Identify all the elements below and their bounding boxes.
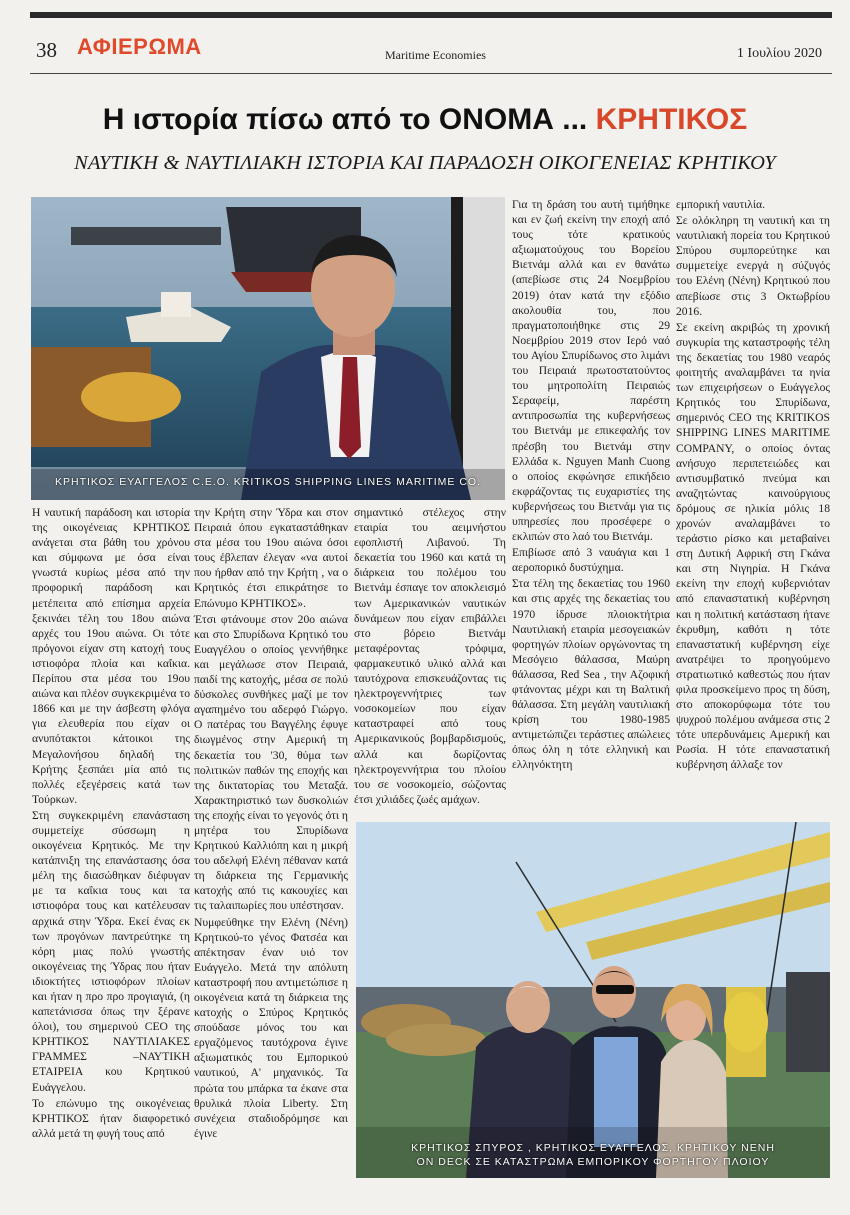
family-deck-photo bbox=[356, 822, 830, 1178]
headline-accent: ΚΡΗΤΙΚΟΣ bbox=[595, 103, 748, 136]
paragraph: Έτσι φτάνουμε στον 20ο αιώνα και στο Σπυρίδωνα Κρητικό του Ευαγγέλου ο οποίος γεννήθηκε και μεγάλωσε στον Πειραιά, παιδί της κατοχής, μέσα σε πολύ δύσκολες συνθήκες μαζί με τον αγαπημένο του αδερφό Γιώργο. Ο πατέρας του Βαγγέλης έφυγε διωγμένος στην Αμερική τη δεκαετία του '30, θύμα των πολιτικών παθών της εποχής και της δικτατορίας του Μεταξά. Χαρακτηριστικό των δυσκολιών της εποχής είναι το γεγονός ότι η μητέρα του Σπυρίδωνα Κρητικού Καλλιόπη και η μικρή του αδελφή Ελένη πέθαναν κατά τη διάρκεια της Γερμανικής κατοχής από τις κακουχίες και τις ταλαιπωρίες που υπέστησαν. bbox=[194, 612, 348, 913]
photo2-caption-line1: ΚΡΗΤΙΚΟΣ ΣΠΥΡΟΣ , ΚΡΗΤΙΚΟΣ ΕΥΑΓΓΕΛΟΣ, ΚΡΗΤΙΚΟΥ ΝΕΝΗ bbox=[411, 1142, 775, 1154]
page-header bbox=[30, 22, 832, 74]
paragraph: Στα τέλη της δεκαετίας του 1960 και στις αρχές της δεκαετίας του 1970 ίδρυσε πλοιοκτήτρια Ναυτιλιακή εταιρία μεσογειακών φορτηγών πλοίων οργώνοντας τη Μεσόγειο θάλασσα, Μαύρη θάλασσα, Red Sea , την Αζοφική φτάνοντας μέχρι και τη Βαλτική θάλασσα. Στη μεγάλη ναυτιλιακή κρίση του 1980-1985 αντιμετώπιζει τεράστιες απώλειες όπως όλη η τότε ελληνική και ελληνόκτητη bbox=[512, 577, 670, 772]
photo1-caption: ΚΡΗΤΙΚΟΣ ΕΥΑΓΓΕΛΟΣ C.E.O. KRITIKOS SHIPPING LINES MARITIME CO. bbox=[55, 476, 481, 488]
photo2-caption-line2: ON DECK ΣΕ ΚΑΤΑΣΤΡΩΜΑ ΕΜΠΟΡΙΚΟΥ ΦΟΡΤΗΓΟΥ ΠΛΟΙΟΥ bbox=[416, 1156, 770, 1168]
paragraph: Νυμφεύθηκε την Ελένη (Νένη) Κρητικού-το γένος Φατσέα και απέκτησαν έναν υιό τον Ευάγγελο. Μετά την απόλυτη καταστροφή που αντιμετώπισε η οικογένεια κατά τη διάρκεια της κατοχής ο Σπύρος Κρητικός σπούδασε μόνος του και εργαζόμενος ταυτόχρονα έγινε αξιωματικός του Εμπορικού ναυτικού, Α' μηχανικός. Τα πρώτα του μπάρκα τα έκανε στα θρυλικά πλοία Liberty. Στη συνέχεια σταδιοδρόμησε και έγινε bbox=[194, 915, 348, 1140]
paragraph: Επιβίωσε από 3 ναυάγια και 1 αεροπορικό δυστύχημα. bbox=[512, 546, 670, 575]
article-column-2 bbox=[194, 505, 348, 1142]
paragraph: την Κρήτη στην Ύδρα και στον Πειραιά όπου εγκαταστάθηκαν στα μέσα του 19ου αιώνα όσοι τους έβλεπαν έλεγαν «να αυτοί που ήρθαν από την Κρήτη , να ο Κρητικός έτσι επικράτησε το Επώνυμο ΚΡΗΤΙΚΟΣ». bbox=[194, 506, 348, 610]
publication-name: Maritime Economies bbox=[385, 48, 486, 62]
paragraph: Η ναυτική παράδοση και ιστορία της οικογένειας ΚΡΗΤΙΚΟΣ ανάγεται στα βάθη του χρόνου και σύμφωνα με όσα είναι γνωστά κυρίως μέσα από την προφορική παράδοση και μετέπειτα από επίσημα αρχεία ξεκινάει τέλη του 18ου αιώνα αρχές του 19ου αιώνα. Οι τότε πρόγονοι είχαν στη κατοχή τους ιστιοφόρα πλοία και καΐκια. Περίπου στα μέσα του 19ου αιώνα και πλέον συγκεκριμένα το 1866 και με την άσβεστη φλόγα για ελευθερία που είχαν οι ανυπότακτοι κάτοικοι της Μεγαλονήσου δηλαδή της Κρήτης ξεσπάει μία από τις πολλές εξεγέρσεις κατά των Τούρκων. bbox=[32, 506, 190, 806]
article-column-3 bbox=[354, 505, 506, 808]
paragraph: Για τη δράση του αυτή τιμήθηκε και εν ζωή εκείνη την εποχή από τους τότε κρατικούς αξιωματούχους του Βορείου Βιετνάμ αλλά και εν θανάτω (απεβίωσε στις 24 Νοεμβρίου 2019) όταν κατά την εξόδιο ακολουθία του, που πραγματοποιήθηκε στις 29 Νοεμβρίου 2019 στον Ιερό ναό του Αγίου Σπυρίδωνος στο λιμάνι του Πειραιά πρωτοστατούντος του μητροπολίτη Πειραιώς Σεραφείμ, παρέστη αντιπροσωπία της κυβερνήσεως του Βιετνάμ με επικεφαλής τον πρέσβη του Βιετνάμ στην Ελλάδα κ. Nguyen Manh Cuong ο οποίος εκφώνησε επικήδειο εκφράζοντας τις ευχαριστίες της κυβερνήσεως του Βιετνάμ για τις υπηρεσίες που προσέφερε ο εκλιπών στο λαό του Βιετνάμ. bbox=[512, 198, 670, 544]
paragraph: σημαντικό στέλεχος στην εταιρία του αειμνήστου εφοπλιστή Λιβανού. Τη δεκαετία του 1960 και κατά τη διάρκεια του πολέμου του Βιετνάμ έσπαγε τον αποκλεισμό των Αμερικανικών ναυτικών δυνάμεων που είχαν επιβάλλει στο βόρειο Βιετνάμ μεταφέροντας τρόφιμα, φαρμακευτικό υλικό αλλά και ταυτόχρονα επισκευάζοντας τις ηλεκτρογεννήτριες των νοσοκομείων που είχαν καταστραφεί από τους Αμερικανικούς βομβαρδισμούς, αλλά και δωρίζοντας ηλεκτρογεννήτρια του πλοίου του σε νοσοκομείο, σώζοντας έτσι χιλιάδες ζωές αμάχων. bbox=[354, 506, 506, 806]
headline-main: Η ιστορία πίσω από το ΟΝΟΜΑ ... bbox=[102, 103, 588, 136]
top-rule bbox=[30, 12, 832, 18]
paragraph: Σε ολόκληρη τη ναυτική και τη ναυτιλιακή πορεία του Κρητικού Σπύρου συμπορεύτηκε και συμμετείχε ενεργά η σύζυγός του Ελένη (Νένη) Κρητικού που απεβίωσε στις 3 Οκτωβρίου 2016. bbox=[676, 214, 830, 318]
paragraph: εμπορική ναυτιλία. bbox=[676, 198, 765, 211]
page-number: 38 bbox=[36, 38, 57, 62]
ceo-portrait-illustration bbox=[31, 197, 505, 500]
deck-scene-illustration bbox=[356, 822, 830, 1178]
paragraph: Σε εκείνη ακριβώς τη χρονική συγκυρία της καταστροφής τέλη της δεκαετίας του 1980 νεαρός φοιτητής αναλαμβάνει τα ηνία των επιχειρήσεων ο Ευάγγελος Κρητικός του Σπυρίδωνα, σημερινός CEO της KRITIKOS SHIPPING LINES MARITIME COMPANY, ο οποίος όντας ανήσυχο περιπετειώδες και αντισυμβατικό πνεύμα και αναζητώντας καινούργιους δρόμους σε ηλικία μόλις 18 χρονών αναλαμβάνει το τεράστιο ρίσκο και μεταβαίνει στη Δυτική Αφρική στη Γκάνα και στη Νιγηρία. Η Γκάνα εκείνη την εποχή κυβερνιόταν από επαναστατική κυβέρνηση και η πολιτική κατάσταση ήτανε έκρυθμη, καθότι η τότε επαναστατική κυβέρνηση είχε ανατρέψει το προηγούμενο στρατιωτικό καθεστώς που ήταν φιλα προσκείμενο προς τη δύση, στο αποκορύφωμα τότε του ψυχρού πολέμου ανάμεσα στις 2 τότε υπερδυνάμεις Αμερική και Ρωσία. Η τότε επαναστατική κυβέρνηση άλλαξε τον bbox=[676, 320, 830, 772]
paragraph: Το επώνυμο της οικογένειας ΚΡΗΤΙΚΟΣ ήταν διαφορετικό αλλά μετά τη φυγή τους από bbox=[32, 1096, 190, 1140]
article-column-1 bbox=[32, 505, 190, 1142]
subheadline: ΝΑΥΤΙΚΗ & ΝΑΥΤΙΛΙΑΚΗ ΙΣΤΟΡΙΑ ΚΑΙ ΠΑΡΑΔΟΣΗ ΟΙΚΟΓΕΝΕΙΑΣ ΚΡΗΤΙΚΟΥ bbox=[74, 152, 776, 174]
article-column-5 bbox=[676, 197, 830, 774]
ceo-portrait-photo bbox=[31, 197, 505, 500]
article-column-4 bbox=[512, 197, 670, 774]
section-title: ΑΦΙΕΡΩΜΑ bbox=[77, 34, 202, 59]
paragraph: Στη συγκεκριμένη επανάσταση συμμετείχε σύσσωμη η οικογένεια Κρητικός. Με την κατάπνιξη της επανάστασης όσα μέλη της διασώθηκαν διέφυγαν με τα καΐκια τους και τα ιστιοφόρα τους και κατέλευσαν αρχικά στην Ύδρα. Εκεί ένας εκ των προγόνων παντρεύτηκε τη κόρη μιας πολύ γνωστής οικογένειας της Ύδρας που ήταν ιδιοκτήτες ιστιοφόρων πλοίων και ήταν η προ προ προγιαγιά, (η καπετάνισσα όπως την ξέρανε όλοι), του σημερινού CEO της ΚΡΗΤΙΚΟΣ ΝΑΥΤΙΛΙΑΚΕΣ ΓΡΑΜΜΕΣ –ΝΑΥΤΙΚΗ ΕΤΑΙΡΕΙΑ κου Κρητικού Ευάγγελου. bbox=[32, 808, 190, 1094]
issue-date: 1 Ιουλίου 2020 bbox=[736, 46, 822, 61]
headline bbox=[0, 103, 850, 137]
